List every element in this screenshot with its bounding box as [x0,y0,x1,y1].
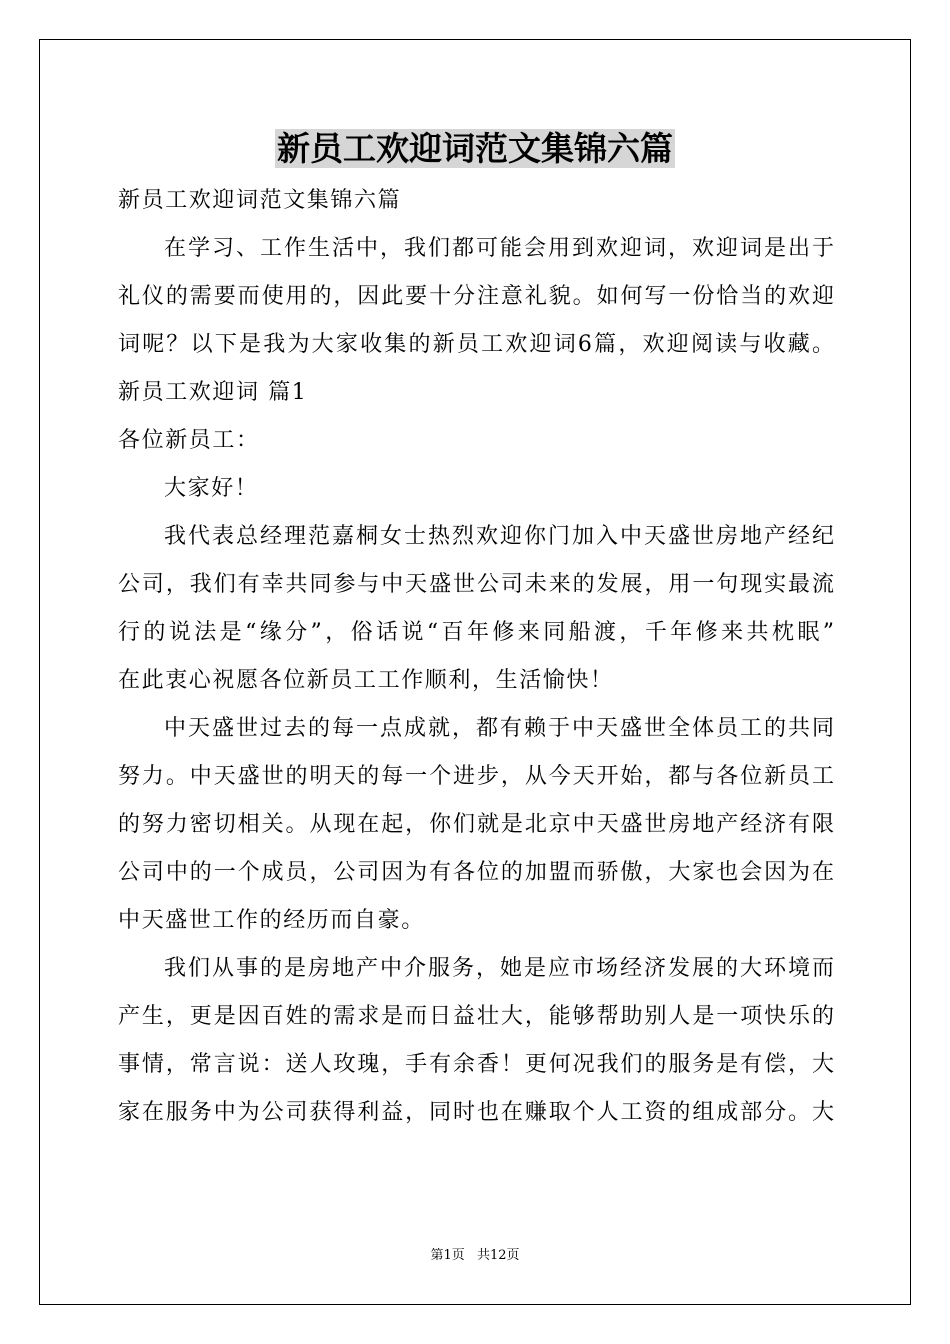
text-line: 的努力密切相关。从现在起，你们就是北京中天盛世房地产经济有限 [118,812,834,837]
text-line: 新员工欢迎词 篇1 [118,380,308,405]
text-line: 我们从事的是房地产中介服务，她是应市场经济发展的大环境而 [164,956,834,981]
page-number-total: 共12页 [476,1248,520,1263]
document-body [118,177,834,1137]
text-line: 产生，更是因百姓的需求是而日益壮大，能够帮助别人是一项快乐的 [118,1004,834,1029]
text-line: 事情，常言说：送人玫瑰，手有余香！更何况我们的服务是有偿，大 [118,1052,834,1077]
text-line: 词呢？以下是我为大家收集的新员工欢迎词6篇，欢迎阅读与收藏。 [118,332,834,357]
document-title [0,124,950,174]
text-line: 我代表总经理范嘉桐女士热烈欢迎你门加入中天盛世房地产经纪 [164,524,834,549]
text-line: 在此衷心祝愿各位新员工工作顺利，生活愉快！ [118,668,614,693]
text-line: 礼仪的需要而使用的，因此要十分注意礼貌。如何写一份恰当的欢迎 [118,284,834,309]
text-line: 努力。中天盛世的明天的每一个进步，从今天开始，都与各位新员工 [118,764,834,789]
text-line: 各位新员工： [118,428,260,453]
text-line: 行的说法是“缘分”，俗话说“百年修来同船渡，千年修来共枕眠” [118,620,834,645]
text-line: 中天盛世过去的每一点成就，都有赖于中天盛世全体员工的共同 [164,716,834,741]
document-title-text: 新员工欢迎词范文集锦六篇 [277,129,673,168]
text-line: 新员工欢迎词范文集锦六篇 [118,188,402,213]
page-number-current: 第1页 [430,1248,465,1263]
text-line: 在学习、工作生活中，我们都可能会用到欢迎词，欢迎词是出于 [164,236,834,261]
text-line: 大家好！ [164,476,259,501]
text-line: 公司中的一个成员，公司因为有各位的加盟而骄傲，大家也会因为在 [118,860,834,885]
page-footer [0,1246,950,1266]
text-line: 中天盛世工作的经历而自豪。 [118,908,425,933]
text-line: 公司，我们有幸共同参与中天盛世公司未来的发展，用一句现实最流 [118,572,834,597]
text-line: 家在服务中为公司获得利益，同时也在赚取个人工资的组成部分。大 [118,1100,834,1125]
